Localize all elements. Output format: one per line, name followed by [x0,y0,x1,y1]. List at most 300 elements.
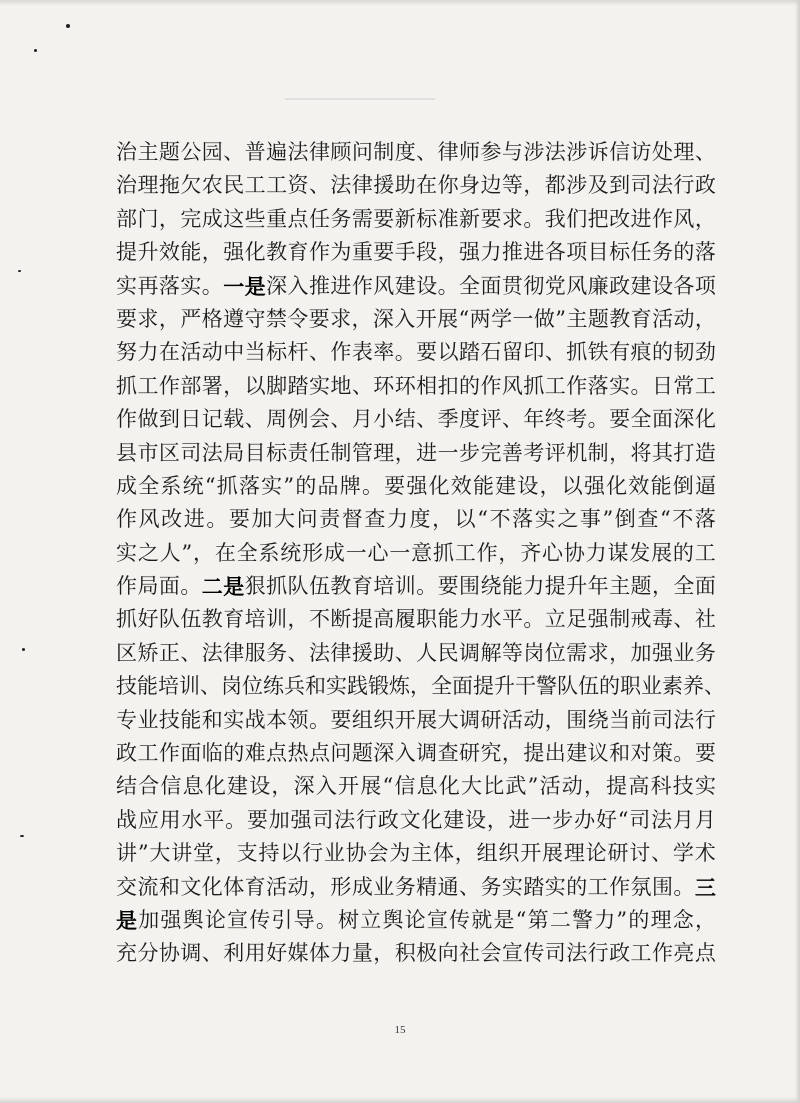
char: 全 [236,540,258,565]
char: ， [694,907,716,932]
char: 绕 [480,574,502,599]
char: 、 [201,941,223,966]
char: 资 [287,173,309,198]
char: 能 [180,707,202,732]
char: 发 [629,540,651,565]
char: 亮 [673,941,695,966]
char: 培 [244,607,266,632]
char: 体 [308,941,330,966]
char: ， [454,841,476,866]
char: “ [458,306,470,331]
char: 格 [201,306,223,331]
char: 用 [159,807,181,832]
char: 战 [244,707,266,732]
char: 解 [480,640,502,665]
char: 环 [394,373,416,398]
text-line [116,570,716,603]
char: 的 [223,741,245,766]
char: 作 [158,741,180,766]
char: 工 [266,173,288,198]
char: 意 [411,540,433,565]
char: 舆 [382,907,404,932]
char: “ [659,507,671,532]
char: 铁 [587,340,609,365]
char: 在 [214,540,236,565]
char: 等 [501,173,523,198]
char: 主 [566,306,588,331]
char: 育 [351,574,373,599]
char: 心 [542,540,563,565]
char: 点 [694,941,716,966]
char: 实 [261,473,283,498]
char: “ [382,774,394,799]
char: 责 [287,440,309,465]
char: 究 [480,741,502,766]
char: 地 [330,373,352,398]
char: 做 [137,407,159,432]
char: 设 [517,473,539,498]
char: 落 [587,373,609,398]
char: 问 [351,140,373,164]
char: ， [694,206,716,231]
char: “ [477,507,488,532]
char: 。 [394,340,416,365]
char: 实 [544,874,566,899]
char: 法 [651,807,673,832]
char: 到 [609,173,631,198]
char: 法 [651,173,673,198]
char: 石 [480,340,502,365]
char: 落 [512,507,534,532]
char: 氛 [630,874,652,899]
char: 有 [609,340,631,365]
char: 加 [251,507,273,532]
char: 念 [672,907,694,932]
char: 民 [437,640,459,665]
char: 文 [399,807,421,832]
char: 工 [544,373,566,398]
char: 署 [201,373,223,398]
char: 战 [116,807,137,832]
page-number: 15 [394,1024,406,1036]
char: 度 [409,507,431,532]
char: 化 [606,473,628,498]
char: 责 [319,507,341,532]
char: 强 [160,907,182,932]
char: 日 [651,373,673,398]
char: 讨 [629,841,651,866]
char: 党 [544,273,566,298]
char: 训 [266,607,288,632]
text-line [116,837,716,870]
char: 导 [293,907,315,932]
char: 足 [566,607,588,632]
char: 要 [308,306,330,331]
char: 设 [465,807,486,832]
char: 准 [437,206,459,231]
char: 平 [203,807,225,832]
char: 一 [345,540,367,565]
text-line [116,603,716,636]
char: 毒 [651,607,673,632]
char: ， [498,540,520,565]
char: 力 [594,907,616,932]
char: ， [193,540,214,565]
char: 目 [587,240,609,265]
char: 实 [116,540,137,565]
char: 开 [415,306,437,331]
char: 深 [372,306,394,331]
char: 水 [480,607,502,632]
char: 不 [672,507,694,532]
char: 点 [266,741,288,766]
char: 、 [416,407,438,432]
char: 司 [544,941,566,966]
char: 段 [416,240,438,265]
char: 业 [323,841,345,866]
char: 。 [361,473,383,498]
char: 要 [437,574,459,599]
char: 强 [651,640,673,665]
char: 科 [650,774,672,799]
char: 重 [351,240,373,265]
char: 力 [523,574,545,599]
char: 点 [287,206,309,231]
char: 利 [223,941,245,966]
char: 对 [630,741,652,766]
char: 工 [587,874,609,899]
char: 改 [161,507,183,532]
char: 遍 [266,140,288,164]
char: 动 [523,707,545,732]
char: ， [394,440,416,465]
char: 行 [587,941,609,966]
char: 事 [579,507,601,532]
text-line [116,871,716,904]
char: 风 [673,206,695,231]
char: 部 [116,206,137,231]
char: 文 [180,874,202,899]
char: ， [432,507,454,532]
char: 实 [308,373,330,398]
char: 要 [330,707,352,732]
text-line [116,437,716,470]
char: 提 [544,574,566,599]
char: 武 [505,774,527,799]
scan-faint-mark [285,98,435,100]
char: 提 [473,674,494,699]
char: 通 [437,874,459,899]
char: 率 [373,340,395,365]
char: 全 [138,473,160,498]
char: 伍 [308,574,330,599]
char: 实 [116,273,137,298]
char: 用 [244,941,266,966]
char: 政 [694,173,716,198]
char: 、 [244,407,266,432]
char: 教 [266,240,288,265]
char: 杆 [287,340,309,365]
char: 廉 [587,273,609,298]
char: 机 [566,440,588,465]
char: 司 [630,173,652,198]
char: 强 [459,240,480,265]
char: 要 [694,741,716,766]
char: 法 [201,440,223,465]
scan-speck [34,49,37,52]
char: 二 [549,907,571,932]
char: 、 [287,640,309,665]
char: 为 [330,240,352,265]
char: 需 [351,206,373,231]
char: 力 [137,340,159,365]
char: 成 [351,874,373,899]
char: 完 [480,440,502,465]
text-line [116,904,716,937]
bold-char: 是 [116,907,137,933]
char: 工 [244,173,266,198]
char: 记 [201,407,223,432]
char: 把 [587,206,609,231]
char: 强 [290,807,312,832]
char: 传 [449,907,471,932]
char: 痕 [630,340,652,365]
char: 令 [287,306,309,331]
char: 一 [389,540,411,565]
char: 目 [244,440,266,465]
char: 形 [302,540,324,565]
char: 开 [338,774,360,799]
char: 彻 [523,273,545,298]
char: 踏 [287,373,309,398]
char: 不 [308,607,330,632]
char: 求 [587,640,609,665]
char: 脚 [266,373,288,398]
char: 舆 [182,907,204,932]
bold-char: 是 [223,574,245,600]
char: 临 [201,741,223,766]
char: 堂 [193,841,214,866]
char: 作 [116,574,137,599]
char: 行 [302,841,324,866]
text-line [116,370,716,403]
char: 公 [180,140,202,164]
char: 前 [630,707,652,732]
char: 制 [609,607,631,632]
char: 加 [630,640,652,665]
char: 深 [293,774,315,799]
char: 牌 [339,473,361,498]
char: 化 [201,874,223,899]
char: 区 [116,640,137,665]
char: ， [351,306,373,331]
char: 工 [694,540,716,565]
char: 好 [266,941,288,966]
char: “ [515,907,527,932]
char: 实 [223,707,245,732]
char: 部 [180,373,202,398]
char: 立 [544,607,566,632]
char: 韧 [673,340,695,365]
char: 业 [673,640,695,665]
bold-char: 一 [223,273,245,299]
char: 大 [437,707,459,732]
char: 面 [480,273,502,298]
char: 实 [180,273,202,298]
char: 能 [180,240,202,265]
char: 力 [330,941,352,966]
char: 要 [373,240,395,265]
char: 司 [312,807,334,832]
char: 化 [428,473,450,498]
char: 作 [651,206,673,231]
char: 求 [501,206,523,231]
char: 培 [373,574,395,599]
char: 效 [450,473,472,498]
char: 论 [585,841,607,866]
char: 努 [116,340,137,365]
scan-speck [20,835,24,837]
char: 积 [394,941,416,966]
char: ， [373,941,395,966]
scan-edge-top [0,0,800,6]
char: 实 [534,507,556,532]
char: 讲 [116,841,137,866]
char: 展 [360,774,382,799]
char: 些 [244,206,266,231]
char: ， [501,741,523,766]
char: 印 [523,340,545,365]
char: 组 [476,841,498,866]
char: 严 [180,306,202,331]
char: 持 [258,841,280,866]
char: 法 [287,140,309,164]
char: 履 [394,607,416,632]
bold-char: 二 [201,574,223,600]
char: 再 [137,273,159,298]
char: ， [223,373,245,398]
char: 、 [694,140,716,164]
char: 能 [501,574,523,599]
char: 作 [566,373,588,398]
char: 系 [160,473,182,498]
char: 精 [416,874,438,899]
char: 进 [523,240,545,265]
char: 查 [637,507,659,532]
char: 理 [563,841,585,866]
char: 法 [673,707,695,732]
char: 以 [454,507,476,532]
char: 。 [180,574,202,599]
char: 季 [437,407,459,432]
char: 宣 [227,907,249,932]
char: 升 [137,240,159,265]
char: 进 [508,807,530,832]
char: 宣 [501,941,523,966]
char: 建 [630,273,652,298]
char: 门 [137,206,159,231]
char: 研 [480,707,502,732]
char: 进 [183,507,205,532]
char: 好 [137,607,159,632]
char: 要 [228,507,250,532]
char: 市 [137,440,159,465]
text-line [116,336,716,369]
char: 学 [672,841,694,866]
char: 要 [246,807,268,832]
char: 教 [330,574,352,599]
char: 和 [305,674,326,699]
char: 绕 [587,707,609,732]
char: 的 [628,907,650,932]
char: 作 [476,540,498,565]
char: 、 [544,340,566,365]
char: 的 [651,340,673,365]
char: 研 [607,841,629,866]
char: 制 [587,440,609,465]
char: 岗 [221,674,242,699]
char: 两 [469,306,491,331]
char: 设 [249,774,271,799]
char: 、 [308,340,330,365]
char: 务 [651,240,673,265]
char: 入 [394,306,416,331]
char: 点 [308,741,330,766]
char: ， [539,473,561,498]
char: 推 [501,240,523,265]
char: 工 [694,373,716,398]
char: 之 [557,507,579,532]
char: 政 [377,807,399,832]
char: 围 [651,874,673,899]
text-line [116,770,716,803]
char: 法 [544,140,566,164]
char: 主 [137,140,159,164]
char: 踏 [459,340,480,365]
char: 人 [159,540,181,565]
char: 律 [351,173,373,198]
char: 月 [694,807,716,832]
char: 之 [137,540,159,565]
char: 诉 [587,140,609,164]
char: 标 [266,340,288,365]
char: 问 [296,507,318,532]
char: 到 [158,407,180,432]
char: 工 [137,741,159,766]
char: 育 [630,306,652,331]
char: 交 [116,874,137,899]
char: 设 [651,273,673,298]
char: 化 [244,240,266,265]
char: 抓 [432,540,454,565]
char: ， [308,874,330,899]
char: 做 [533,306,555,331]
char: 技 [116,674,137,699]
text-line [116,136,716,169]
text-line [116,704,716,737]
char: 新 [394,206,416,231]
char: 体 [432,841,454,866]
char: 加 [268,807,290,832]
char: 能 [650,473,672,498]
char: 涉 [566,140,588,164]
char: 和 [201,707,223,732]
char: 高 [628,774,650,799]
char: 载 [223,407,245,432]
char: 传 [249,907,271,932]
char: 、 [200,674,221,699]
char: 业 [641,674,662,699]
